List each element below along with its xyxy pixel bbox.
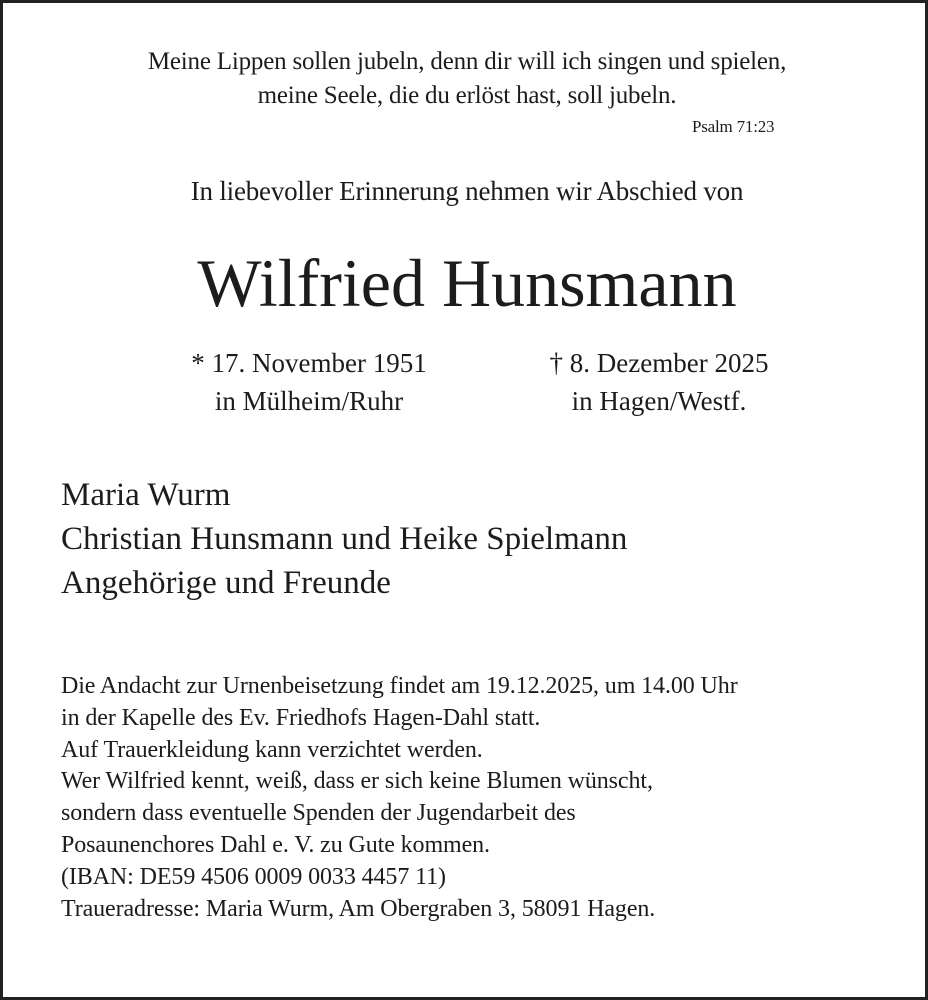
notes-line: Posaunenchores Dahl e. V. zu Gute kommen. [61, 831, 490, 858]
notes-line: in der Kapelle des Ev. Friedhofs Hagen-Dahl statt. [61, 704, 541, 731]
verse-reference: Psalm 71:23 [692, 117, 775, 136]
deceased-name: Wilfried Hunsmann [197, 245, 737, 321]
death-info [489, 344, 829, 420]
mourner-line: Maria Wurm [61, 477, 231, 513]
address-line: Traueradresse: Maria Wurm, Am Obergraben 3, 58091 Hagen. [61, 895, 656, 922]
funeral-notes [61, 671, 738, 925]
verse-line-2: meine Seele, die du erlöst hast, soll jubeln. [257, 82, 677, 109]
mourner-line: Christian Hunsmann und Heike Spielmann [61, 521, 628, 557]
notes-line: Auf Trauerkleidung kann verzichtet werden. [61, 736, 483, 763]
iban-line: (IBAN: DE59 4506 0009 0033 4457 11) [61, 863, 446, 890]
birth-place: in Mülheim/Ruhr [214, 386, 404, 416]
birth-info [139, 344, 479, 420]
notes-line: Wer Wilfried kennt, weiß, dass er sich keine Blumen wünscht, [61, 768, 653, 795]
mourner-line: Angehörige und Freunde [61, 565, 391, 601]
notes-line: sondern dass eventuelle Spenden der Jugendarbeit des [61, 800, 576, 827]
birth-date: * 17. November 1951 [191, 348, 427, 378]
notes-line: Die Andacht zur Urnenbeisetzung findet am 19.12.2025, um 14.00 Uhr [61, 673, 738, 699]
intro-text: In liebevoller Erinnerung nehmen wir Abschied von [190, 176, 744, 206]
verse-line-1: Meine Lippen sollen jubeln, denn dir will ich singen und spielen, [147, 48, 787, 75]
death-place: in Hagen/Westf. [571, 386, 747, 416]
mourners-list [61, 473, 627, 605]
death-date: † 8. Dezember 2025 [549, 348, 769, 378]
